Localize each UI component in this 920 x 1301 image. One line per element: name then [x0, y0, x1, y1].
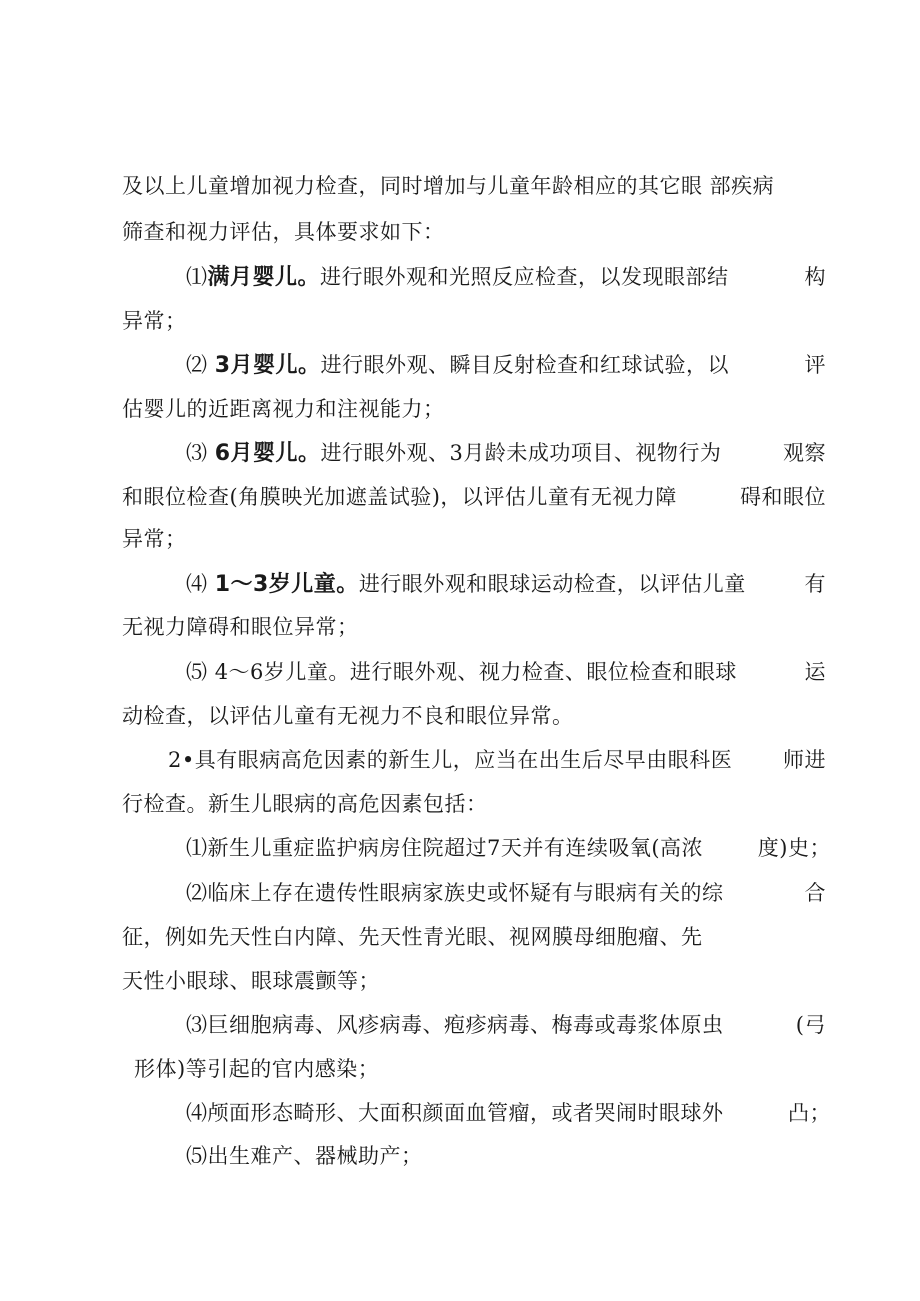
- paragraph-line: [122, 701, 574, 731]
- paragraph-line: [168, 745, 826, 775]
- paragraph-line: [122, 217, 445, 247]
- paragraph-line: [122, 306, 187, 336]
- list-item-heading: 1～3岁儿童。: [214, 572, 359, 597]
- line-tail: 碍和眼位: [740, 485, 826, 509]
- paragraph-line: [122, 394, 445, 424]
- line-text: 行检查。新生儿眼病的高危因素包括：: [122, 792, 488, 816]
- line-text: ⑶巨细胞病毒、风疹病毒、疱疹病毒、梅毒或毒浆体原虫: [186, 1013, 724, 1037]
- line-tail: 凸；: [788, 1101, 831, 1125]
- line-tail: (弓: [795, 1013, 826, 1037]
- list-item-heading: 6月婴儿。: [214, 441, 321, 466]
- line-text: 形体)等引起的官内感染；: [134, 1057, 380, 1081]
- line-text: ⑵临床上存在遗传性眼病家族史或怀疑有与眼病有关的综: [186, 881, 724, 905]
- list-item-line: [186, 569, 826, 600]
- line-text: 动检查，以评估儿童有无视力不良和眼位异常。: [122, 704, 574, 728]
- list-marker: ⑴: [186, 265, 208, 289]
- line-text: 筛查和视力评估，具体要求如下：: [122, 220, 445, 244]
- list-item-heading: 3月婴儿。: [214, 353, 321, 378]
- line-tail: 运: [804, 660, 826, 684]
- paragraph-line: [122, 789, 488, 819]
- paragraph-line: [122, 524, 187, 554]
- line-text: 4～6岁儿童。进行眼外观、视力检查、眼位检查和眼球: [214, 660, 737, 684]
- line-tail: 构: [804, 265, 826, 289]
- list-item-line: [186, 350, 826, 381]
- paragraph-line: [122, 922, 703, 952]
- line-tail: 观察: [783, 441, 826, 465]
- list-item-line: [186, 438, 826, 469]
- paragraph-line: [122, 482, 826, 512]
- line-text: 估婴儿的近距离视力和注视能力；: [122, 397, 445, 421]
- list-item-line: [186, 262, 826, 293]
- line-text: ⑴新生儿重症监护病房住院超过7天并有连续吸氧(高浓: [186, 836, 704, 860]
- line-text: 进行眼外观、3月龄未成功项目、视物行为: [320, 441, 722, 465]
- list-item-line: [186, 1010, 826, 1040]
- list-item-line: [186, 657, 826, 687]
- line-tail: 评: [804, 353, 826, 377]
- line-text: 及以上儿童增加视力检查，同时增加与儿童年龄相应的其它眼 部疾病: [122, 174, 775, 198]
- line-text: ⑸出生难产、器械助产；: [186, 1144, 423, 1168]
- list-marker: ⑶: [186, 441, 215, 465]
- line-tail: 有: [804, 572, 826, 596]
- line-text: 进行眼外观和眼球运动检查，以评估儿童: [358, 572, 746, 596]
- line-text: 和眼位检查(角膜映光加遮盖试验)，以评估儿童有无视力障: [122, 485, 677, 509]
- list-marker: ⑸: [186, 660, 215, 684]
- line-text: 进行眼外观、瞬目反射检查和红球试验，以: [320, 353, 729, 377]
- list-item-line: [186, 1141, 423, 1171]
- line-text: 异常；: [122, 527, 187, 551]
- line-text: 进行眼外观和光照反应检查，以发现眼部结: [320, 265, 729, 289]
- line-text: 2•具有眼病高危因素的新生儿，应当在出生后尽早由眼科医: [168, 748, 733, 772]
- list-marker: ⑵: [186, 353, 215, 377]
- line-text: 无视力障碍和眼位异常；: [122, 615, 359, 639]
- line-text: ⑷颅面形态畸形、大面积颜面血管瘤，或者哭闹时眼球外: [186, 1101, 724, 1125]
- line-text: 异常；: [122, 309, 187, 333]
- list-item-line: [186, 878, 826, 908]
- list-item-line: [186, 1098, 831, 1128]
- line-tail: 合: [804, 881, 826, 905]
- line-tail: 师进: [783, 748, 826, 772]
- line-text: 征，例如先天性白内障、先天性青光眼、视网膜母细胞瘤、先: [122, 925, 703, 949]
- list-item-line: [186, 833, 831, 863]
- list-item-heading: 满月婴儿。: [207, 265, 321, 290]
- paragraph-line: [122, 171, 822, 201]
- paragraph-line: [134, 1054, 379, 1084]
- line-tail: 度)史；: [757, 836, 831, 860]
- line-text: 天性小眼球、眼球震颤等；: [122, 969, 380, 993]
- list-marker: ⑷: [186, 572, 215, 596]
- paragraph-line: [122, 966, 380, 996]
- paragraph-line: [122, 612, 359, 642]
